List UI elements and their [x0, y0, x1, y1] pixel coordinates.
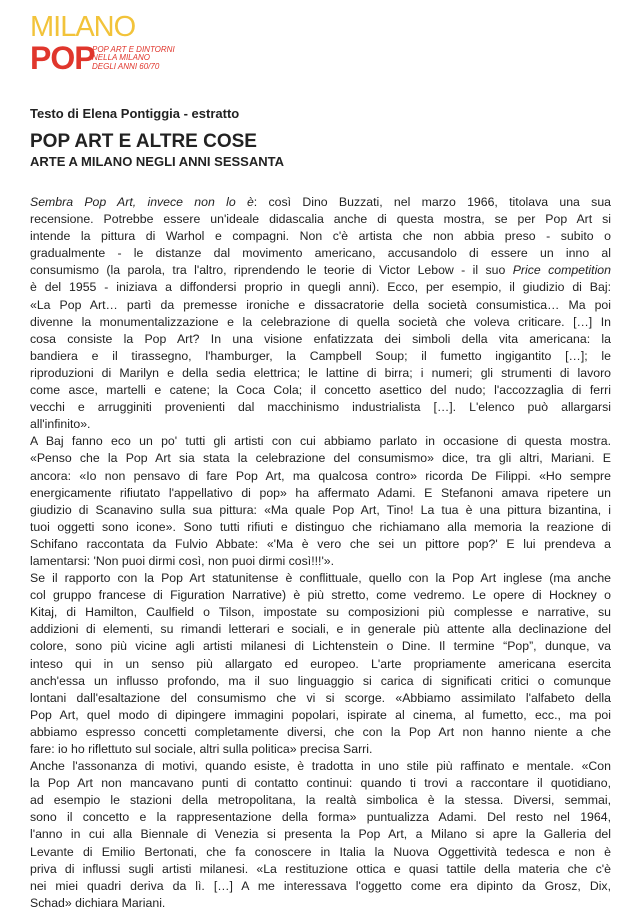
article-paragraph [30, 570, 611, 758]
text-line: giudizio di Scanavino sulla sua pittura: «Ma quale Pop Art, Tino! La tua è una pittura bizantina, i [30, 502, 611, 517]
text-line: Levante di Emilio Bertonati, che fa conoscere in Italia la Nuova Oggettività tedesca e non è [30, 844, 611, 859]
text-line: «Penso che la Pop Art sia stata la celebrazione del consumismo» dice, tra gli altri, Mariani. E [30, 451, 611, 466]
text-line: all'infinito». [30, 417, 91, 432]
text-line: anch'essa un influsso profondo, ma il suo linguaggio si carica di significati critici o comunque [30, 673, 611, 688]
article-body [30, 194, 611, 912]
text-line: colore, sono più vicine agli artisti milanesi di Lichtenstein o Dine. Il termine “Pop”, dunque, va [30, 639, 611, 654]
text-line: intende la pittura di Warhol e compagni. Non c'è artista che non abbia preso - subito o [30, 229, 611, 244]
line-text: consumismo (la parola, tra l'altro, riprendendo le teorie di Victor Lebow - il suo [30, 263, 513, 278]
logo-milano-text: MILANO [30, 11, 136, 43]
text-line: l'anno in cui alla Biennale di Venezia si presenta la Pop Art, a Milano si apre la Galleria del [30, 827, 611, 842]
author-credit: Testo di Elena Pontiggia - estratto [30, 106, 240, 121]
text-line: cosa consiste la Pop Art? In una visione enfatizzata dei simboli della vita americana: la [30, 331, 611, 346]
text-line: bandiera e il tirassegno, l'hamburger, la Campbell Soup; il fumetto ingigantito […]; le [30, 348, 611, 363]
text-line: fare: io ho riflettuto sul sociale, altri sulla politica» precisa Sarri. [30, 742, 373, 756]
text-line: Schifano raccontata da Fulvio Abbate: «'Ma è vero che sei un pittore pop?' E lui prendeva a [30, 536, 611, 551]
text-line: la Pop Art non mancavano punti di contatto continui: quando ti trovi a raccontare il quotidiano, [30, 776, 611, 791]
line-text: : così Dino Buzzati, nel marzo 1966, titolava una sua [253, 195, 611, 209]
text-line: col gruppo francese di Figuration Narrative) è più stretto, come vedremo. Le opere di Hockney o [30, 588, 611, 603]
milano-pop-logo [30, 12, 230, 78]
logo-pop-text: POP [30, 40, 95, 76]
text-line: sono il concetto e la rappresentazione della forma» puntualizza Adami. Del resto nel 1964, [30, 810, 611, 825]
article-paragraph [30, 433, 611, 570]
italic-title: Sembra Pop Art, invece non lo è [30, 195, 254, 209]
text-line: ancora: «Io non pensavo di fare Pop Art, ma qualcosa contro» ricorda De Filippi. «Ho sempre [30, 468, 611, 483]
logo-tagline-line: DEGLI ANNI 60/70 [92, 61, 160, 71]
article-title: POP ART E ALTRE COSE [30, 131, 257, 152]
italic-title: Price competition [512, 263, 611, 278]
text-line [30, 262, 611, 279]
text-line: Se il rapporto con la Pop Art statunitense è conflittuale, quello con la Pop Art inglese (ma anche [30, 571, 611, 586]
text-line: Pop Art, quel modo di dipingere immagini popolari, ispirate al cinema, al fumetto, ecc., ma poi [30, 707, 611, 722]
article-paragraph [30, 194, 611, 433]
text-line: gradualmente - le distanze dal movimento americano, accusandolo di essere un inno al [30, 246, 611, 261]
article-paragraph [30, 758, 611, 912]
text-line: Kitaj, di Hamilton, Caulfield o Tilson, impostate su composizioni più complesse e narrative, su [30, 605, 611, 620]
text-line: priva di influssi sugli artisti milanesi. «La restituzione ottica e quasi tattile della materia che c'è [30, 861, 611, 876]
text-line: A Baj fanno eco un po' tutti gli artisti con cui abbiamo parlato in occasione di questa mostra. [30, 434, 611, 449]
text-line: Anche l'assonanza di motivi, quando esiste, è tradotta in uno stile più raffinato e mentale. «Con [30, 759, 611, 774]
text-line: «La Pop Art… partì da premesse ironiche e dissacratorie della società consumistica… Ma poi [30, 297, 611, 312]
text-line: divenne la monumentalizzazione e la celebrazione di quella società che voleva criticare. […] In [30, 314, 611, 329]
text-line: recensione. Potrebbe essere un'ideale didascalia anche di questa mostra, se per Pop Art si [30, 212, 611, 227]
text-line: lontani dall'esaltazione del consumismo che vi si scorge. «Abbiamo assimilato l'alfabeto della [30, 690, 611, 705]
text-line: Schad» dichiara Mariani. [30, 895, 166, 910]
logo-tagline-line: POP ART E DINTORNI [92, 45, 175, 54]
text-line: tuoi oggetti sono icone». Sono tutti rifiuti e distinguo che richiamano alla memoria la reazione di [30, 519, 611, 534]
text-line: addizioni di elementi, su rimandi letterari e sociali, e in generale più attente alla declinazione del [30, 622, 611, 637]
logo-tagline-line: NELLA MILANO [92, 53, 150, 63]
text-line: riproduzioni di Marilyn e della sedia elettrica; le lattine di birra; i numeri; gli strumenti di lavoro [30, 365, 611, 380]
text-line: come asce, martelli e catene; la Coca Cola; il concetto asettico del nudo; l'accozzaglia di ferri [30, 383, 611, 398]
logo-tagline [92, 46, 175, 71]
text-line: energicamente rifiutato l'appellativo di pop» ha affermato Adami. E Stefanoni amava ripetere un [30, 485, 611, 500]
text-line: ad esempio le stazioni della metropolitana, la realtà simbolica è la stessa. Diversi, semmai, [30, 793, 611, 808]
text-line: è del 1955 - iniziava a diffondersi proprio in quegli anni). Ecco, per esempio, il giudizio di Baj: [30, 280, 611, 295]
text-line [30, 194, 611, 211]
text-line: vecchi e arrugginiti provenienti dal macchinismo industrialista […]. L'elenco può allargarsi [30, 400, 611, 415]
text-line: abbiamo espresso concetti completamente diversi, che con la Pop Art non hanno niente a che [30, 724, 611, 739]
text-line: nei miei quadri deriva da lì. […] A me interessava l'oggetto come era dipinto da Grosz, Dix, [30, 878, 611, 893]
text-line: inteso qui in un senso più allargato ed europeo. L'arte propriamente americana esercita [30, 656, 611, 671]
text-line: lamentarsi: 'Non puoi dirmi così, non puoi dirmi così!!!'». [30, 553, 335, 568]
article-subtitle: ARTE A MILANO NEGLI ANNI SESSANTA [30, 154, 284, 169]
article-header [30, 106, 610, 170]
